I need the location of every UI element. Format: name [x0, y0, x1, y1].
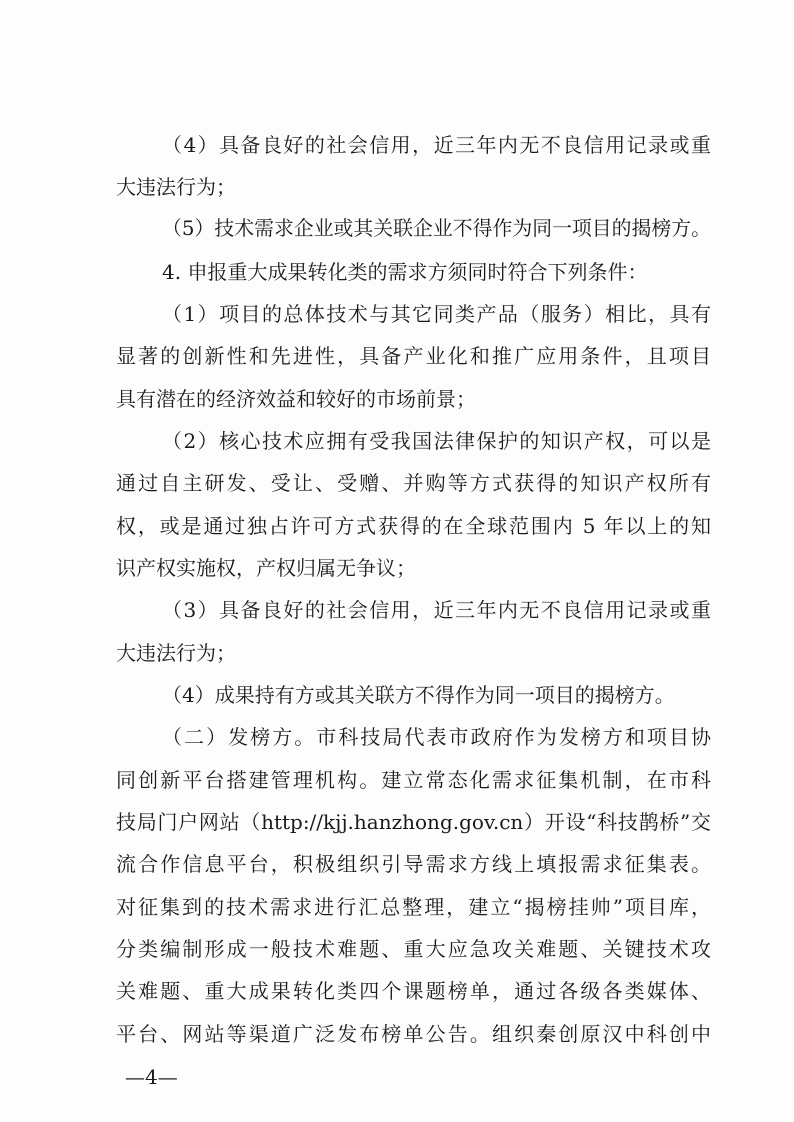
text-line: 流合作信息平台，积极组织引导需求方线上填报需求征集表。	[116, 852, 711, 876]
text-line: 大违法行为；	[116, 641, 236, 665]
text-line: 4. 申报重大成果转化类的需求方须同时符合下列条件：	[162, 260, 648, 284]
text-line: （2）核心技术应拥有受我国法律保护的知识产权，可以是	[162, 429, 711, 453]
page-number: —4—	[125, 1065, 178, 1089]
text-line: 权，或是通过独占许可方式获得的在全球范围内 5 年以上的知	[116, 514, 711, 538]
text-line: （1）项目的总体技术与其它同类产品（服务）相比，具有	[162, 302, 711, 326]
text-line: 显著的创新性和先进性，具备产业化和推广应用条件，且项目	[116, 344, 711, 368]
text-line: 分类编制形成一般技术难题、重大应急攻关难题、关键技术攻	[116, 937, 711, 961]
text-line: 对征集到的技术需求进行汇总整理，建立“揭榜挂帅”项目库，	[116, 895, 711, 919]
text-line: （3）具备良好的社会信用，近三年内无不良信用记录或重	[162, 598, 711, 622]
text-line: 同创新平台搭建管理机构。建立常态化需求征集机制，在市科	[116, 768, 711, 792]
text-line: 通过自主研发、受让、受赠、并购等方式获得的知识产权所有	[116, 471, 711, 495]
text-line: （4）成果持有方或其关联方不得作为同一项目的揭榜方。	[162, 683, 675, 707]
text-line: 具有潜在的经济效益和较好的市场前景；	[116, 387, 476, 411]
text-line: 平台、网站等渠道广泛发布榜单公告。组织秦创原汉中科创中	[116, 1022, 711, 1046]
text-line: 大违法行为；	[116, 175, 236, 199]
text-line: 识产权实施权，产权归属无争议；	[116, 556, 416, 580]
text-line: （5）技术需求企业或其关联企业不得作为同一项目的揭榜方。	[162, 217, 711, 240]
text-line: 关难题、重大成果转化类四个课题榜单，通过各级各类媒体、	[116, 979, 711, 1003]
text-line: （二）发榜方。市科技局代表市政府作为发榜方和项目协	[162, 725, 711, 749]
text-line: 技局门户网站（http://kjj.hanzhong.gov.cn）开设“科技鹊桥”交	[116, 810, 711, 834]
text-line: （4）具备良好的社会信用，近三年内无不良信用记录或重	[162, 133, 711, 157]
